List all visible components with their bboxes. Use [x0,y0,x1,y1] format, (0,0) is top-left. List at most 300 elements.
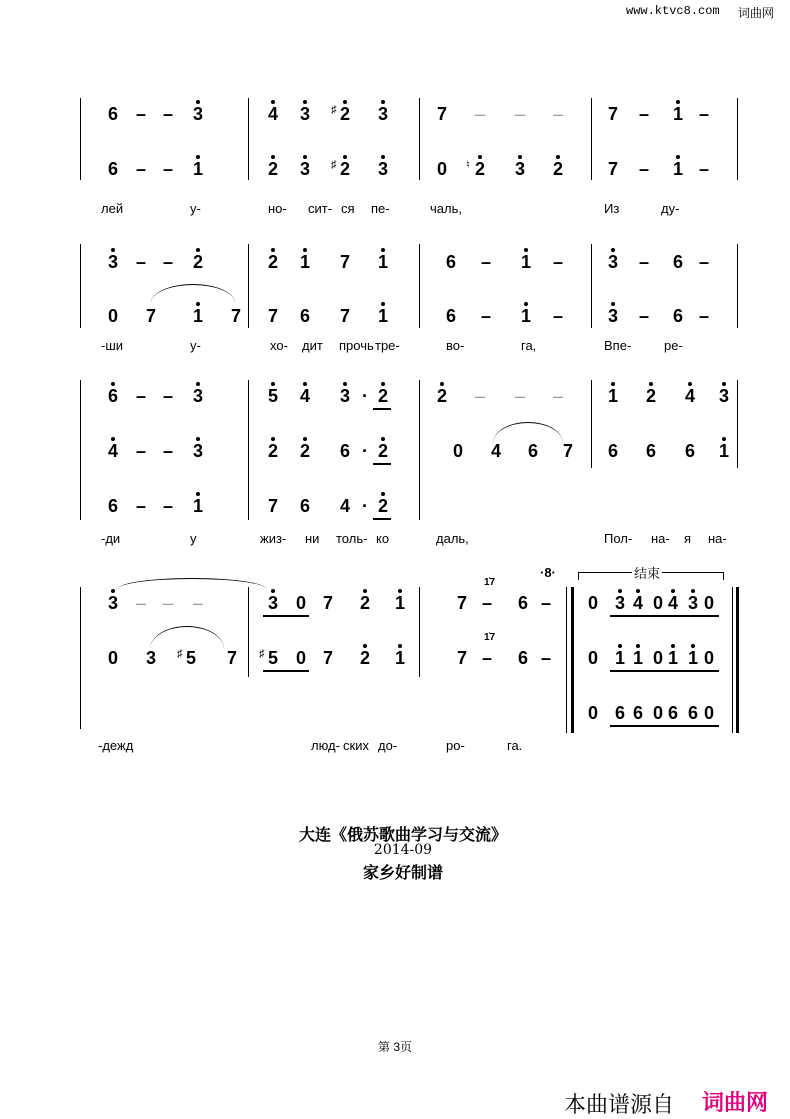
sharp: ♯ [259,648,265,660]
note: 7 [230,306,241,326]
octave-dot [398,589,402,593]
note: 7 [267,496,278,516]
tie-slur [493,422,563,443]
lyric-syllable: толь- [336,531,368,546]
barline [419,244,420,328]
octave-dot [111,248,115,252]
octave-dot [271,155,275,159]
octave-dot [196,492,200,496]
tie-slur [151,284,235,303]
underline [610,670,648,672]
note: 2 [355,593,375,613]
note: 1 [188,306,208,326]
dash: – [698,252,709,272]
note: 7 [322,593,333,613]
note: 1 [610,648,630,668]
note: 2 [548,159,568,179]
lyric-syllable: -дежд [98,738,134,753]
underline [610,615,648,617]
dash: – [474,386,485,406]
sharp: ♯ [331,159,337,171]
note: 0 [452,441,463,461]
note: 0 [652,648,663,668]
octave-dot [196,437,200,441]
lyric-syllable: пе- [371,201,390,216]
octave-dot [111,437,115,441]
octave-dot [649,382,653,386]
note: 3 [188,104,208,124]
lyric-syllable: ни [305,531,320,546]
note: 4 [490,441,501,461]
lyric-syllable: сит- [308,201,333,216]
dash: – [162,252,173,272]
note: 3 [295,159,315,179]
credit-author: 家乡好制谱 [362,863,443,882]
note: 0 [107,306,118,326]
octave-dot [478,155,482,159]
credit-date: 2014-09 [373,842,433,858]
dash: – [638,252,649,272]
note: 6 [517,648,528,668]
lyric-syllable: но- [268,201,287,216]
octave-dot [196,248,200,252]
note: 6 [103,386,123,406]
dash: – [135,386,146,406]
underline [610,725,648,727]
barline [248,380,249,520]
note: 0 [703,703,714,723]
octave-dot [343,155,347,159]
sharp: ♯ [177,648,183,660]
lyric-syllable: я [684,531,692,546]
tie-slur [118,578,266,589]
note: 2 [355,648,375,668]
dash: – [135,252,146,272]
barline [419,587,420,677]
dash: – [638,104,649,124]
barline [419,380,420,520]
note: 0 [587,703,598,723]
underline [373,518,391,520]
lyric-syllable: лей [101,201,124,216]
note: 2 [432,386,452,406]
lyric-syllable: чаль, [430,201,462,216]
note: 7 [339,252,350,272]
lyric-syllable: даль, [436,531,469,546]
octave-dot [440,382,444,386]
note: 7 [145,306,156,326]
sharp: ♯ [331,104,337,116]
octave-dot [196,155,200,159]
barline [80,244,81,328]
note: 2 ♯ [335,159,355,179]
octave-dot [381,100,385,104]
lyric-syllable: на- [651,531,670,546]
note: 0 [587,593,598,613]
note: 3 [188,386,208,406]
grace-notes: 1̇7 [484,632,496,643]
barline [591,380,592,468]
note: 1 [373,306,393,326]
octave-dot [518,155,522,159]
note: 3 [603,306,623,326]
barline [566,587,567,733]
note: 2 [295,441,315,461]
note: 6 [684,441,695,461]
lyric-syllable: хо- [270,338,288,353]
lyric-syllable: до- [378,738,398,753]
dash: – [135,441,146,461]
note: 1 [668,159,688,179]
site-url[interactable]: www.ktvc8.com [626,4,720,18]
note: 7 [607,104,618,124]
octave-dot [691,644,695,648]
note: 2 [263,252,283,272]
note: 1 [516,306,536,326]
note: 3 [295,104,315,124]
lyric-syllable: ро- [446,738,465,753]
underline [648,615,684,617]
octave-dot [303,437,307,441]
dash: – [514,104,525,124]
barline [80,98,81,180]
note: 1 [663,648,683,668]
lyric-syllable: ских [343,738,369,753]
lyric-syllable: га. [507,738,523,753]
octave-dot [691,589,695,593]
octave-dot [381,437,385,441]
note: 2 [188,252,208,272]
underline [648,725,684,727]
note: 0 [703,648,714,668]
lyric-syllable: у- [190,338,201,353]
augmentation-dot: · [362,386,368,406]
note: 6 [445,252,456,272]
dash: – [552,306,563,326]
lyric-syllable: во- [446,338,465,353]
lyric-syllable: Впе- [604,338,632,353]
note: 1 [188,159,208,179]
dash: – [162,159,173,179]
dash: – [552,104,563,124]
octave-dot [381,248,385,252]
dash: – [638,306,649,326]
dash: – [192,593,203,613]
tie-slur [150,626,224,649]
note: 5 ♯ [181,648,201,668]
barline [80,380,81,520]
octave-dot [398,644,402,648]
lyric-syllable: дит [302,338,323,353]
note: 0 [295,648,306,668]
note: 3 [603,252,623,272]
octave-dot [271,382,275,386]
note: 3 [714,386,734,406]
grace-notes: 1̇7 [484,577,496,588]
note: 3 [103,593,123,613]
lyric-syllable: Из [604,201,620,216]
note: 7 [436,104,447,124]
barline [419,98,420,180]
note: 4 [663,593,683,613]
octave-dot [196,100,200,104]
octave-dot [676,155,680,159]
octave-dot [381,382,385,386]
note: 3 [510,159,530,179]
note: 1 [390,593,410,613]
note: 1 [390,648,410,668]
dash: – [135,104,146,124]
dash: – [698,159,709,179]
note: 3 [373,104,393,124]
note: 0 [652,593,663,613]
note: 3 [335,386,355,406]
barline [737,380,738,468]
note: 4 [680,386,700,406]
lyric-syllable: -ши [101,338,124,353]
underline [683,615,719,617]
octave-dot [381,302,385,306]
lyric-syllable: ко [376,531,390,546]
octave-dot [303,100,307,104]
note: 6 [614,703,625,723]
note: 3 [683,593,703,613]
octave-dot [303,155,307,159]
note: 1 [373,252,393,272]
barline [732,587,733,733]
source-brand[interactable]: 词曲网 [702,1090,769,1115]
page-number: 第 3页 [377,1040,412,1054]
note: 6 [672,306,683,326]
note: 6 [107,496,118,516]
octave-dot [303,382,307,386]
dash: – [481,593,492,613]
octave-dot [343,100,347,104]
segno-mark: ·8· [540,565,556,580]
note: 5 ♯ [263,648,283,668]
dash: – [135,496,146,516]
note: 2 [263,159,283,179]
octave-dot [618,644,622,648]
dash: – [162,104,173,124]
octave-dot [271,248,275,252]
lyric-syllable: у- [190,201,201,216]
octave-dot [271,100,275,104]
note: 6 [299,496,310,516]
note: 1 [628,648,648,668]
note: 5 [263,386,283,406]
note: 6 [687,703,698,723]
dash: – [481,648,492,668]
octave-dot [363,589,367,593]
dash: – [540,648,551,668]
octave-dot [363,644,367,648]
note: 6 [632,703,643,723]
underline [683,725,719,727]
lyric-syllable: прочь [339,338,374,353]
lyric-syllable: ся [341,201,355,216]
octave-dot [343,382,347,386]
lyric-syllable: люд- [311,738,340,753]
octave-dot [381,155,385,159]
note: 4 [295,386,315,406]
underline [263,670,309,672]
note: 7 [339,306,350,326]
octave-dot [381,492,385,496]
underline [373,408,391,410]
lyric-syllable: ре- [664,338,683,353]
dash: – [698,306,709,326]
note: 6 [339,441,350,461]
note: 6 [607,441,618,461]
note: 2 [373,386,393,406]
octave-dot [671,644,675,648]
octave-dot [688,382,692,386]
octave-dot [611,302,615,306]
note: 7 [456,648,467,668]
octave-dot [722,437,726,441]
barline [591,244,592,328]
octave-dot [271,589,275,593]
note: 1 [188,496,208,516]
note: 1 [683,648,703,668]
lyric-syllable: -ди [101,531,121,546]
note: 7 [456,593,467,613]
note: 0 [703,593,714,613]
note: 7 [562,441,573,461]
augmentation-dot: · [362,441,368,461]
barline [248,244,249,328]
note: 6 [107,104,118,124]
site-name[interactable]: 词曲网 [738,6,775,20]
lyric-syllable: ду- [661,201,680,216]
note: 2 ♮ [470,159,490,179]
octave-dot [611,382,615,386]
octave-dot [111,589,115,593]
note: 3 [103,252,123,272]
credit-title: 大连《俄苏歌曲学习与交流》 [298,825,507,844]
dash: – [552,386,563,406]
octave-dot [722,382,726,386]
barline [80,587,81,729]
note: 0 [652,703,663,723]
note: 6 [672,252,683,272]
dash: – [480,306,491,326]
note: 6 [667,703,678,723]
dash: – [162,386,173,406]
underline [648,670,684,672]
lyric-syllable: у [190,531,197,546]
note: 4 [628,593,648,613]
barline [591,98,592,180]
note: 7 [267,306,278,326]
note: 6 [517,593,528,613]
note: 4 [339,496,350,516]
lyric-syllable: на- [708,531,727,546]
barline [737,98,738,180]
note: 0 [107,648,118,668]
lyric-syllable: га, [521,338,537,353]
note: 1 [603,386,623,406]
note: 6 [527,441,538,461]
ending-label: 结束 [634,566,661,581]
note: 6 [299,306,310,326]
dash: – [638,159,649,179]
underline [683,670,719,672]
note: 2 ♯ [335,104,355,124]
note: 3 [188,441,208,461]
barline [571,587,574,733]
note: 6 [645,441,656,461]
octave-dot [271,437,275,441]
dash: – [540,593,551,613]
augmentation-dot: · [362,496,368,516]
note: 1 [714,441,734,461]
note: 1 [295,252,315,272]
octave-dot [524,248,528,252]
note: 7 [607,159,618,179]
note: 7 [226,648,237,668]
dash: – [552,252,563,272]
natural: ♮ [466,159,470,171]
octave-dot [671,589,675,593]
octave-dot [524,302,528,306]
note: 7 [322,648,333,668]
dash: – [162,593,173,613]
source-label: 本曲谱源自 [564,1092,675,1117]
note: 6 [107,159,118,179]
barline [248,587,249,677]
underline [263,615,309,617]
dash: – [135,593,146,613]
note: 4 [103,441,123,461]
dash: – [135,159,146,179]
underline [373,463,391,465]
octave-dot [196,382,200,386]
octave-dot [636,589,640,593]
octave-dot [618,589,622,593]
barline [736,587,739,733]
note: 4 [263,104,283,124]
note: 1 [516,252,536,272]
note: 6 [445,306,456,326]
dash: – [698,104,709,124]
note: 2 [641,386,661,406]
note: 1 [668,104,688,124]
octave-dot [111,382,115,386]
octave-dot [611,248,615,252]
note: 3 [373,159,393,179]
dash: – [480,252,491,272]
lyric-syllable: жиз- [260,531,287,546]
note: 0 [436,159,447,179]
lyric-syllable: тре- [375,338,400,353]
barline [248,98,249,180]
octave-dot [636,644,640,648]
note: 2 [263,441,283,461]
note: 0 [295,593,306,613]
lyric-syllable: Пол- [604,531,633,546]
note: 0 [587,648,598,668]
dash: – [474,104,485,124]
octave-dot [556,155,560,159]
octave-dot [303,248,307,252]
dash: – [162,441,173,461]
note: 3 [145,648,156,668]
note: 2 [373,441,393,461]
dash: – [514,386,525,406]
note: 3 [263,593,283,613]
